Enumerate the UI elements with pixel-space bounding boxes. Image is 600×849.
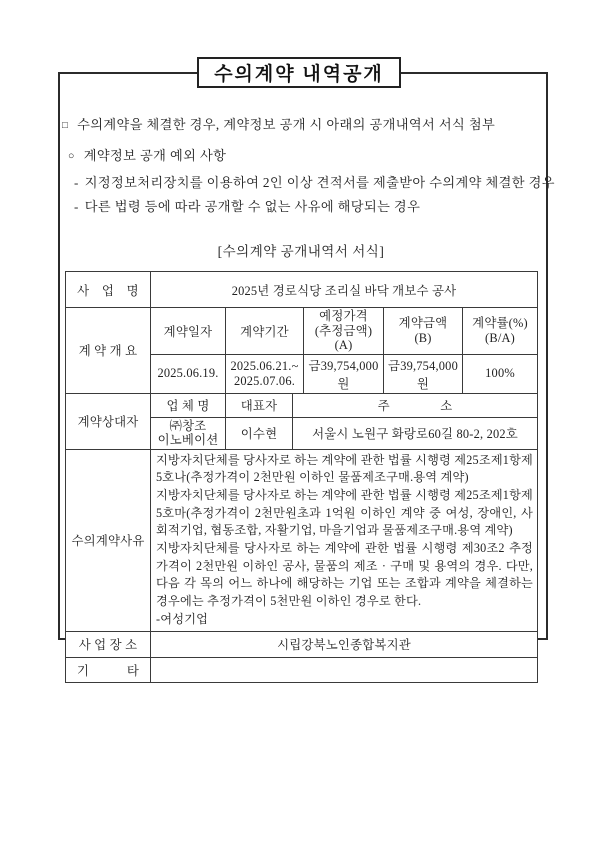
intro-text: 다른 법령 등에 따라 공개할 수 없는 사유에 해당되는 경우 bbox=[84, 199, 421, 214]
row-business-name bbox=[66, 272, 538, 308]
reason-paragraph: -여성기업 bbox=[156, 611, 209, 626]
overview-label: 계 약 개 요 bbox=[66, 308, 151, 394]
company-name-value bbox=[151, 417, 226, 449]
col-header-line: (추정금액)(A) bbox=[314, 323, 373, 352]
col-header-line: (B) bbox=[414, 330, 432, 345]
reason-paragraph: 지방자치단체를 당사자로 하는 계약에 관한 법률 시행령 제25조제1항제5호나(추정가격이 2천만원 이하인 물품제조구매.용역 계약) bbox=[156, 452, 534, 485]
row-contract-reason bbox=[66, 449, 538, 631]
circle-bullet-icon: ○ bbox=[68, 151, 75, 162]
reason-paragraph: 지방자치단체를 당사자로 하는 계약에 관한 법률 시행령 제30조2 추정가격이 2천만원 이하인 공사, 물품의 제조 · 구매 및 용역의 경우. 다만, 다음 각 목의 어느 하나에 해당하는 기업 또는 조합과 계약을 체결하는 경우에는 추정가격이 5천만원 이하인 경우로 한다. bbox=[156, 541, 534, 609]
period-end: 2025.07.06. bbox=[233, 373, 296, 388]
col-header-company-name: 업 체 명 bbox=[151, 393, 226, 417]
col-header-estimated-price bbox=[304, 308, 384, 355]
document-title: 수의계약 내역공개 bbox=[214, 64, 384, 85]
col-header-line: 계약률(%) bbox=[472, 316, 528, 331]
intro-line-exception-2 bbox=[74, 196, 420, 215]
etc-value bbox=[151, 657, 538, 682]
row-overview-headers bbox=[66, 308, 538, 355]
company-name-line: ㈜창조 bbox=[169, 418, 207, 433]
contract-rate-value: 100% bbox=[463, 354, 538, 393]
company-name-line: 이노베이션 bbox=[157, 433, 219, 447]
dash-bullet-icon: - bbox=[74, 199, 79, 214]
col-header-line: (B/A) bbox=[485, 330, 515, 345]
col-header-contract-amount bbox=[384, 308, 463, 355]
business-name-value: 2025년 경로식당 조리실 바닥 개보수 공사 bbox=[151, 272, 538, 308]
party-label: 계약상대자 bbox=[66, 393, 151, 449]
col-header-address: 주 소 bbox=[293, 393, 538, 417]
col-header-contract-rate bbox=[463, 308, 538, 355]
disclosure-table bbox=[65, 271, 538, 683]
row-party-headers bbox=[66, 393, 538, 417]
document-title-box bbox=[197, 57, 401, 88]
site-label: 사 업 장 소 bbox=[66, 631, 151, 657]
col-header-contract-period: 계약기간 bbox=[226, 308, 304, 355]
contract-amount-value: 금39,754,000원 bbox=[384, 354, 463, 393]
intro-text: 지정정보처리장치를 이용하여 2인 이상 견적서를 제출받아 수의계약 체결한 경우 bbox=[84, 175, 555, 190]
intro-line-attachment bbox=[62, 114, 495, 133]
col-header-line: 계약금액 bbox=[398, 316, 448, 331]
intro-text: 계약정보 공개 예외 사항 bbox=[83, 148, 227, 163]
site-value: 시립강북노인종합복지관 bbox=[151, 631, 538, 657]
form-caption: [수의계약 공개내역서 서식] bbox=[217, 244, 385, 259]
square-bullet-icon: □ bbox=[62, 120, 69, 131]
col-header-contract-date: 계약일자 bbox=[151, 308, 226, 355]
col-header-line: 예정가격 bbox=[319, 309, 368, 323]
intro-line-exception-1 bbox=[74, 172, 555, 191]
etc-label: 기 타 bbox=[66, 657, 151, 682]
reason-value bbox=[151, 449, 538, 631]
col-header-ceo: 대표자 bbox=[226, 393, 293, 417]
ceo-value: 이수현 bbox=[226, 417, 293, 449]
row-business-site bbox=[66, 631, 538, 657]
intro-line-exceptions-heading bbox=[68, 145, 226, 164]
reason-paragraph: 지방자치단체를 당사자로 하는 계약에 관한 법률 시행령 제25조제1항제5호마(추정가격이 2천만원초과 1억원 이하인 계약 중 여성, 장애인, 사회적기업, 협동조합, 자활기업, 마을기업과 물품제조구매.용역 계약) bbox=[156, 487, 534, 538]
reason-label: 수의계약사유 bbox=[66, 449, 151, 631]
dash-bullet-icon: - bbox=[74, 175, 79, 190]
row-etc bbox=[66, 657, 538, 682]
business-name-label: 사 업 명 bbox=[66, 272, 151, 308]
period-start: 2025.06.21.~ bbox=[230, 359, 299, 373]
intro-text: 수의계약을 체결한 경우, 계약정보 공개 시 아래의 공개내역서 서식 첨부 bbox=[77, 117, 496, 132]
address-value: 서울시 노원구 화랑로60길 80-2, 202호 bbox=[293, 417, 538, 449]
estimated-price-value: 금39,754,000원 bbox=[304, 354, 384, 393]
contract-period-value bbox=[226, 354, 304, 393]
contract-date-value: 2025.06.19. bbox=[151, 354, 226, 393]
